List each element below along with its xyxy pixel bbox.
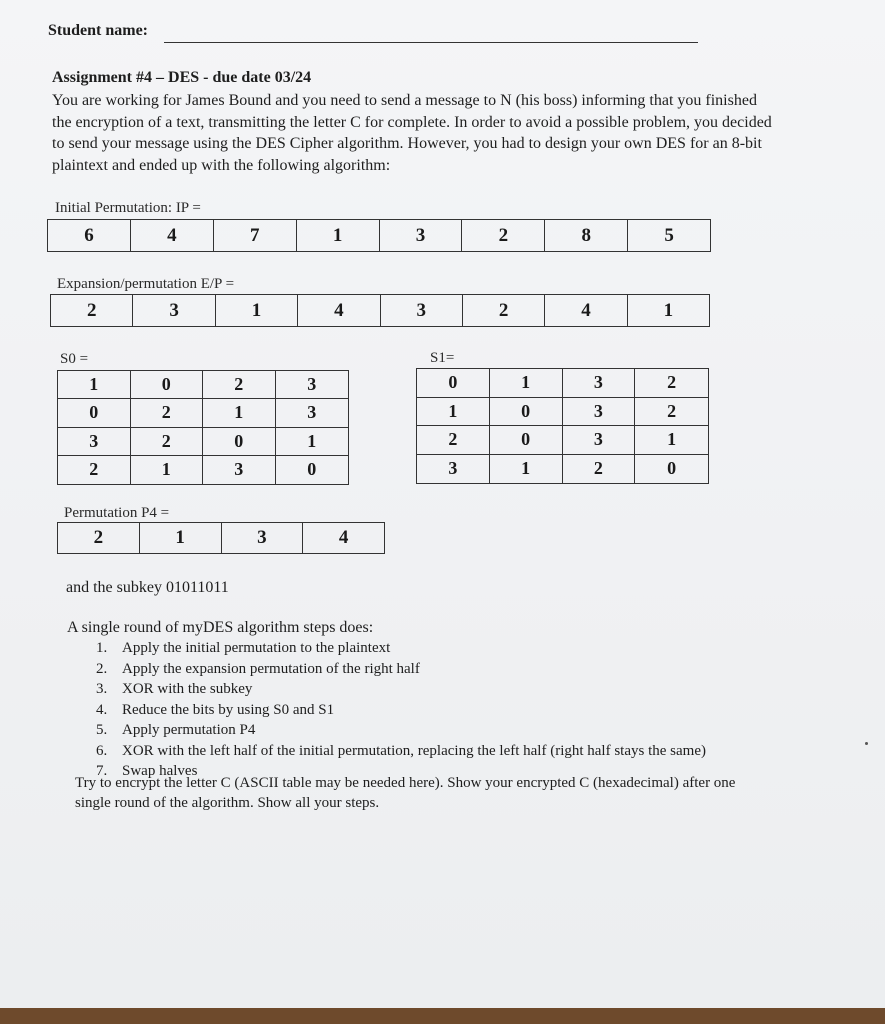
steps-intro: A single round of myDES algorithm steps does: — [67, 619, 374, 636]
s1-cell: 2 — [635, 369, 708, 398]
intro-line: the encryption of a text, transmitting the letter C for complete. In order to avoid a possible problem, you decided — [52, 113, 772, 131]
ip-label: Initial Permutation: IP = — [55, 200, 201, 216]
s1-cell: 3 — [563, 369, 636, 398]
s0-cell: 0 — [58, 399, 131, 427]
ep-table — [50, 294, 710, 327]
s0-cell: 3 — [58, 428, 131, 456]
s1-cell: 0 — [667, 458, 677, 479]
list-item — [96, 700, 706, 721]
list-item — [96, 659, 706, 680]
step-text: Apply the expansion permutation of the right half — [122, 660, 420, 677]
step-text: XOR with the left half of the initial permutation, replacing the left half (right half stays the same) — [122, 742, 706, 759]
step-text: Reduce the bits by using S0 and S1 — [122, 701, 335, 718]
s1-cell: 3 — [417, 455, 490, 484]
ep-cell: 3 — [132, 295, 214, 326]
ip-cell: 6 — [84, 224, 94, 246]
list-item — [96, 638, 706, 659]
s0-cell: 2 — [203, 371, 276, 399]
s1-cell: 3 — [563, 426, 636, 455]
student-name-label: Student name: — [48, 22, 149, 39]
step-text: Swap halves — [122, 763, 198, 779]
ip-cell: 2 — [461, 220, 544, 251]
s1-cell: 1 — [490, 455, 563, 484]
ep-cell: 1 — [215, 295, 297, 326]
ep-cell: 2 — [462, 295, 544, 326]
s0-cell: 0 — [307, 459, 317, 480]
assignment-title: Assignment #4 – DES - due date 03/24 — [52, 69, 312, 86]
s0-cell: 1 — [276, 428, 349, 456]
closing-line: single round of the algorithm. Show all your steps. — [75, 795, 380, 811]
p4-cell: 1 — [139, 523, 221, 553]
intro-line: to send your message using the DES Cipher algorithm. However, you had to design your own DES for an 8-bit — [52, 135, 762, 152]
ip-table — [47, 219, 711, 252]
s1-cell: 1 — [490, 369, 563, 398]
s1-cell: 2 — [417, 426, 490, 455]
closing-paragraph — [75, 773, 735, 813]
s1-cell: 3 — [563, 398, 636, 427]
step-number: 4. — [96, 701, 108, 718]
s0-cell: 1 — [203, 399, 276, 427]
list-item — [96, 679, 706, 700]
intro-paragraph — [52, 90, 772, 176]
p4-table — [57, 522, 385, 554]
ip-cell: 7 — [213, 220, 296, 251]
step-text: Apply the initial permutation to the plaintext — [122, 640, 391, 656]
s1-cell: 0 — [490, 398, 563, 427]
s1-table — [416, 368, 709, 484]
closing-line: Try to encrypt the letter C (ASCII table may be needed here). Show your encrypted C (hexadecimal) after one — [75, 775, 736, 791]
ep-cell: 2 — [86, 299, 97, 321]
s1-cell: 2 — [635, 398, 708, 427]
s0-cell: 2 — [131, 399, 204, 427]
ip-cell: 8 — [544, 220, 627, 251]
ip-cell: 5 — [627, 220, 710, 251]
s0-cell: 3 — [276, 399, 349, 427]
s1-label: S1= — [430, 350, 455, 366]
s0-cell: 0 — [203, 428, 276, 456]
ep-label: Expansion/permutation E/P = — [57, 276, 235, 292]
s0-table — [57, 370, 349, 485]
s0-cell: 2 — [58, 456, 131, 484]
ep-cell: 4 — [544, 295, 626, 326]
p4-label: Permutation P4 = — [64, 505, 170, 521]
intro-line: You are working for James Bound and you need to send a message to N (his boss) informing that you finished — [52, 92, 757, 109]
list-item — [96, 720, 706, 741]
s0-cell: 1 — [58, 371, 131, 399]
steps-list — [96, 638, 706, 782]
s0-cell: 3 — [276, 371, 349, 399]
ep-cell: 1 — [627, 295, 709, 326]
s0-cell: 0 — [131, 371, 204, 399]
list-item — [96, 741, 706, 762]
step-text: Apply permutation P4 — [122, 722, 256, 738]
stray-mark — [865, 742, 868, 745]
s0-label: S0 = — [60, 351, 89, 367]
ip-cell: 1 — [296, 220, 379, 251]
step-number: 7. — [96, 763, 108, 779]
student-name-blank-line — [164, 42, 698, 43]
step-number: 6. — [96, 742, 108, 759]
s1-cell: 0 — [417, 369, 490, 398]
step-number: 5. — [96, 722, 108, 738]
ip-cell: 4 — [130, 220, 213, 251]
s1-cell: 1 — [635, 426, 708, 455]
p4-cell: 2 — [93, 527, 104, 548]
s0-cell: 1 — [131, 456, 204, 484]
subkey-text: and the subkey 01011011 — [66, 579, 229, 596]
p4-cell: 3 — [221, 523, 303, 553]
step-number: 2. — [96, 660, 108, 677]
ep-cell: 4 — [297, 295, 379, 326]
ep-cell: 3 — [380, 295, 462, 326]
s1-cell: 0 — [490, 426, 563, 455]
step-number: 1. — [96, 640, 108, 656]
s0-cell: 2 — [131, 428, 204, 456]
p4-cell: 4 — [302, 523, 384, 553]
s1-cell: 2 — [563, 455, 636, 484]
s1-cell: 1 — [417, 398, 490, 427]
intro-line: plaintext and ended up with the following algorithm: — [52, 156, 391, 174]
s0-cell: 3 — [203, 456, 276, 484]
step-text: XOR with the subkey — [122, 681, 253, 697]
ip-cell: 3 — [379, 220, 462, 251]
step-number: 3. — [96, 681, 108, 697]
